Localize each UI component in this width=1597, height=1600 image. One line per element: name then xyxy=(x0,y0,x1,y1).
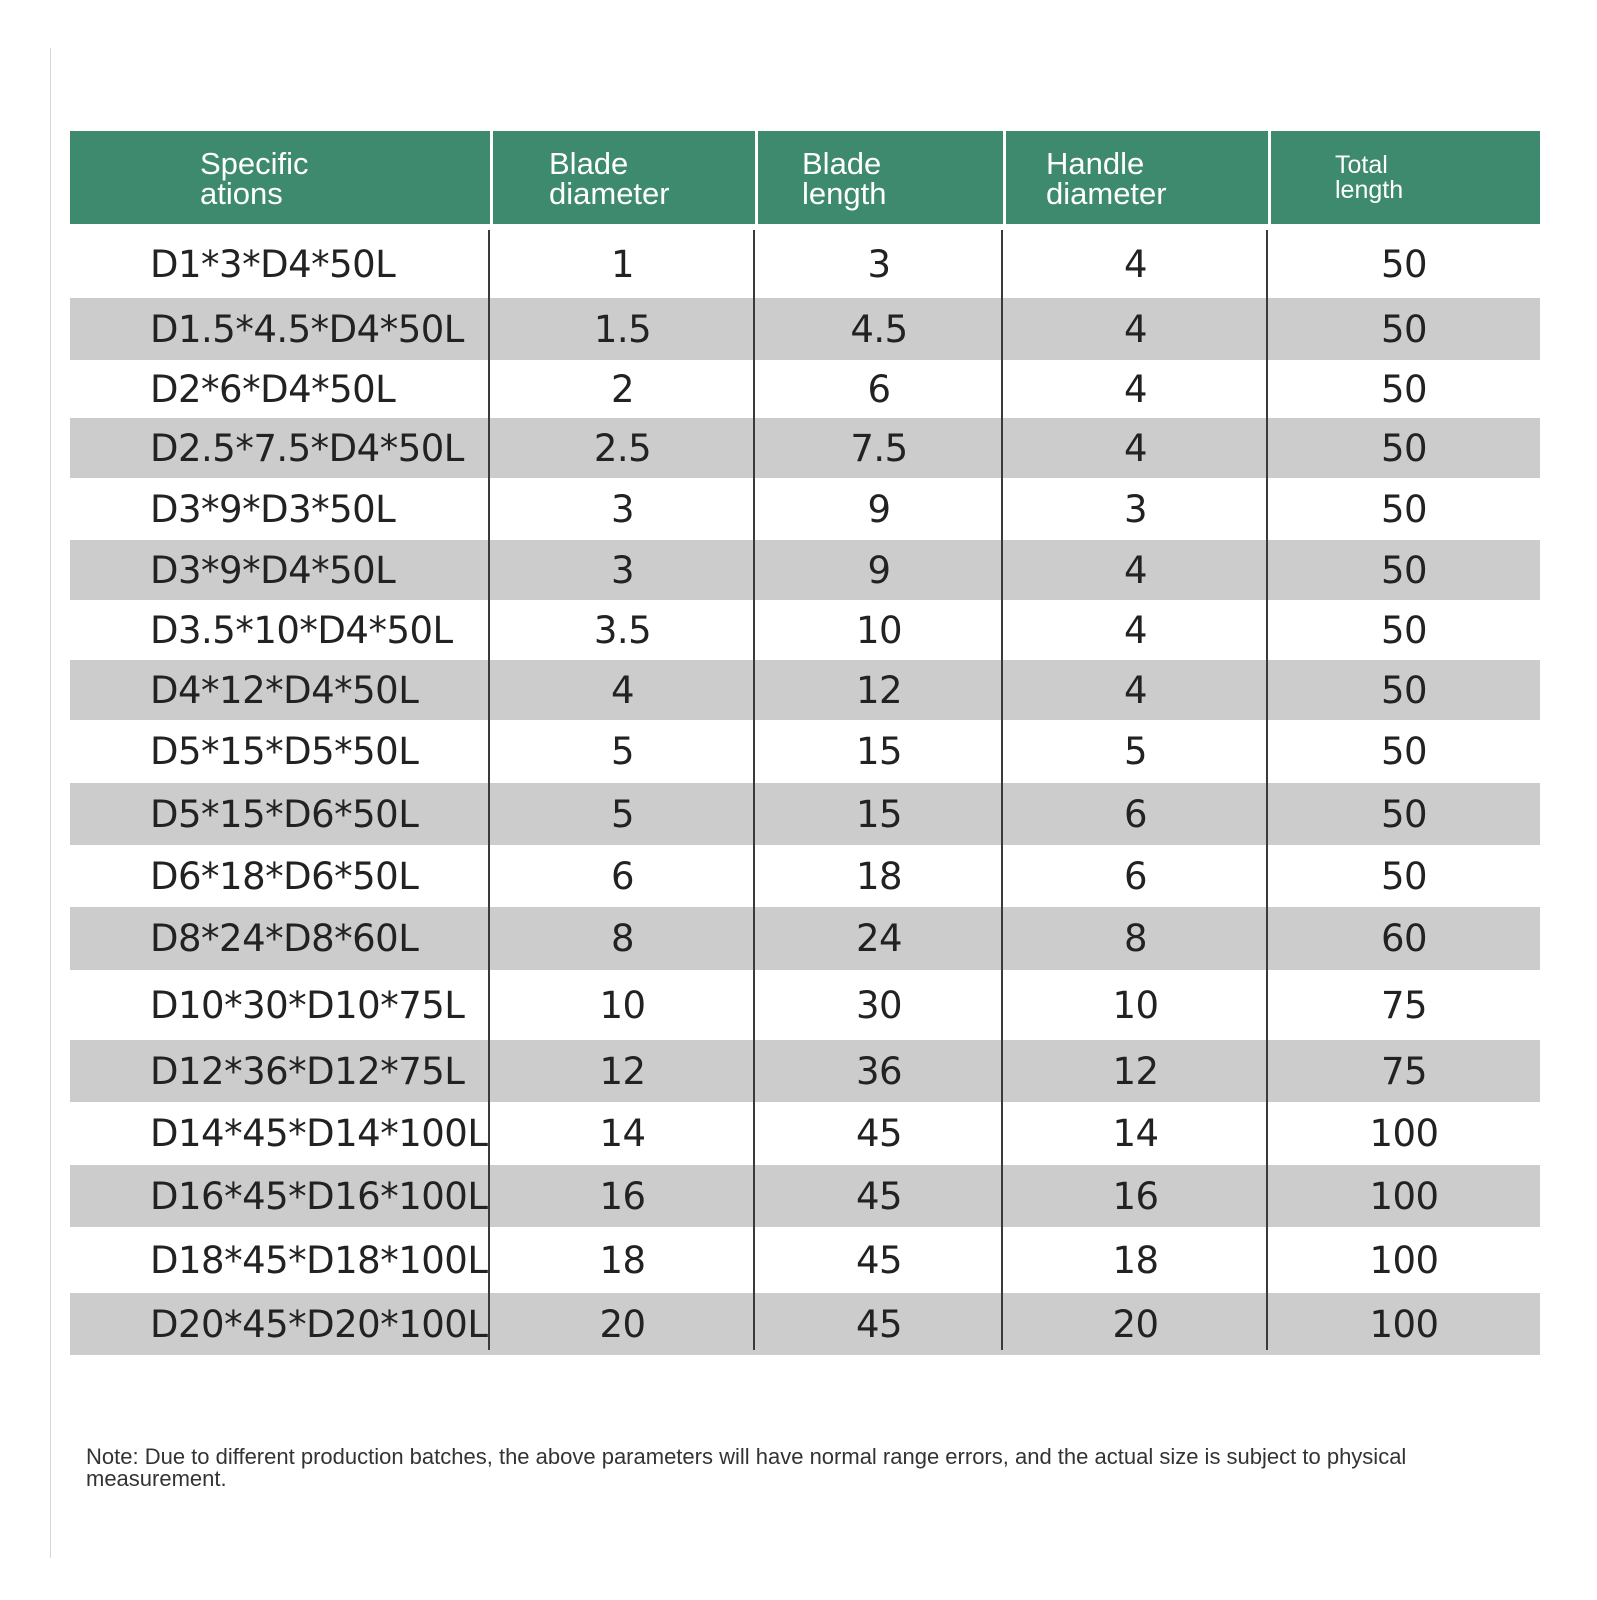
value-cell: 3 xyxy=(610,548,635,592)
value-cell: 50 xyxy=(1380,367,1428,411)
value-cell: 16 xyxy=(599,1174,646,1218)
value-cell: 7.5 xyxy=(850,426,908,470)
spec-cell: D3*9*D3*50L xyxy=(150,487,396,531)
value-cell: 50 xyxy=(1380,668,1428,712)
value-cell: 45 xyxy=(855,1112,903,1155)
value-cell: 100 xyxy=(1369,1174,1439,1218)
value-cell: 4 xyxy=(1123,367,1148,411)
value-cell: 45 xyxy=(855,1238,903,1282)
value-cell: 4 xyxy=(1123,668,1148,712)
value-cell: 1.5 xyxy=(593,307,652,351)
value-cell: 3 xyxy=(610,487,635,531)
table-header xyxy=(70,131,1540,224)
spec-cell: D6*18*D6*50L xyxy=(150,854,419,898)
column-divider xyxy=(1266,230,1268,1350)
value-cell: 4 xyxy=(1123,548,1148,592)
table-row xyxy=(70,1227,1540,1293)
table-row xyxy=(70,360,1540,418)
value-cell: 75 xyxy=(1380,1049,1428,1093)
value-cell: 18 xyxy=(1112,1238,1159,1282)
value-cell: 50 xyxy=(1380,242,1428,286)
table-row xyxy=(70,1040,1540,1102)
header-total-length: Total length xyxy=(1268,131,1540,224)
spec-table xyxy=(70,131,1540,1355)
value-cell: 10 xyxy=(1112,983,1159,1027)
value-cell: 6 xyxy=(1123,854,1148,898)
table-row xyxy=(70,1293,1540,1355)
value-cell: 45 xyxy=(855,1174,903,1218)
header-specifications: Specific ations xyxy=(200,146,309,211)
table-body xyxy=(70,230,1540,1355)
value-cell: 50 xyxy=(1380,426,1428,470)
value-cell: 9 xyxy=(867,548,891,592)
value-cell: 3 xyxy=(1123,487,1148,531)
spec-cell: D4*12*D4*50L xyxy=(150,668,419,712)
value-cell: 18 xyxy=(599,1238,646,1282)
spec-cell: D16*45*D16*100L xyxy=(150,1174,488,1218)
column-divider xyxy=(1001,230,1003,1350)
value-cell: 3.5 xyxy=(593,608,652,652)
left-border-line xyxy=(50,48,51,1558)
value-cell: 60 xyxy=(1380,917,1428,960)
value-cell: 50 xyxy=(1380,307,1428,351)
value-cell: 4.5 xyxy=(850,307,908,351)
value-cell: 100 xyxy=(1369,1112,1439,1155)
value-cell: 50 xyxy=(1380,608,1428,652)
header-blade-diameter: Blade diameter xyxy=(490,131,755,224)
spec-cell: D8*24*D8*60L xyxy=(150,917,419,960)
spec-cell: D2.5*7.5*D4*50L xyxy=(150,426,464,470)
table-row xyxy=(70,600,1540,660)
table-row xyxy=(70,478,1540,540)
value-cell: 100 xyxy=(1369,1238,1439,1282)
value-cell: 20 xyxy=(1112,1302,1159,1346)
value-cell: 15 xyxy=(855,792,903,836)
value-cell: 4 xyxy=(1123,242,1148,286)
table-row xyxy=(70,298,1540,360)
value-cell: 50 xyxy=(1380,548,1428,592)
spec-cell: D2*6*D4*50L xyxy=(150,367,396,411)
value-cell: 4 xyxy=(610,668,635,712)
value-cell: 2.5 xyxy=(593,426,652,470)
value-cell: 75 xyxy=(1380,983,1428,1027)
value-cell: 36 xyxy=(855,1049,903,1093)
spec-cell: D3*9*D4*50L xyxy=(150,548,396,592)
spec-cell: D3.5*10*D4*50L xyxy=(150,608,453,652)
spec-cell: D12*36*D12*75L xyxy=(150,1049,465,1093)
value-cell: 10 xyxy=(855,608,903,652)
spec-cell: D14*45*D14*100L xyxy=(150,1112,488,1155)
column-divider xyxy=(488,230,490,1350)
table-row xyxy=(70,230,1540,298)
value-cell: 2 xyxy=(610,367,635,411)
spec-cell: D10*30*D10*75L xyxy=(150,983,465,1027)
header-blade-length: Blade length xyxy=(755,131,1003,224)
value-cell: 5 xyxy=(1123,730,1148,773)
value-cell: 15 xyxy=(855,730,903,773)
value-cell: 50 xyxy=(1380,854,1428,898)
value-cell: 12 xyxy=(599,1049,646,1093)
value-cell: 24 xyxy=(855,917,903,960)
table-row xyxy=(70,783,1540,845)
value-cell: 12 xyxy=(1112,1049,1159,1093)
value-cell: 20 xyxy=(599,1302,646,1346)
value-cell: 16 xyxy=(1112,1174,1159,1218)
spec-cell: D1*3*D4*50L xyxy=(150,242,396,286)
value-cell: 4 xyxy=(1123,307,1148,351)
value-cell: 3 xyxy=(867,242,891,286)
table-row xyxy=(70,845,1540,907)
value-cell: 4 xyxy=(1123,608,1148,652)
spec-cell: D1.5*4.5*D4*50L xyxy=(150,307,464,351)
value-cell: 10 xyxy=(599,983,646,1027)
spec-cell: D20*45*D20*100L xyxy=(150,1302,488,1346)
value-cell: 100 xyxy=(1369,1302,1439,1346)
value-cell: 50 xyxy=(1380,487,1428,531)
value-cell: 4 xyxy=(1123,426,1148,470)
value-cell: 12 xyxy=(855,668,903,712)
value-cell: 6 xyxy=(610,854,635,898)
header-handle-diameter: Handle diameter xyxy=(1003,131,1268,224)
table-row xyxy=(70,970,1540,1040)
note-text: Note: Due to different production batches, the above parameters will have normal range errors, and the actual size is subject to physical measurement. xyxy=(86,1444,1407,1491)
value-cell: 1 xyxy=(610,242,635,286)
value-cell: 6 xyxy=(1123,792,1148,836)
value-cell: 50 xyxy=(1380,792,1428,836)
value-cell: 14 xyxy=(1112,1112,1159,1155)
value-cell: 50 xyxy=(1380,730,1428,773)
spec-cell: D5*15*D5*50L xyxy=(150,730,419,773)
value-cell: 45 xyxy=(855,1302,903,1346)
value-cell: 6 xyxy=(867,367,891,411)
table-row xyxy=(70,720,1540,783)
spec-cell: D18*45*D18*100L xyxy=(150,1238,488,1282)
spec-cell: D5*15*D6*50L xyxy=(150,792,419,836)
value-cell: 5 xyxy=(610,730,635,773)
table-row xyxy=(70,1165,1540,1227)
table-row xyxy=(70,1102,1540,1165)
table-row xyxy=(70,907,1540,970)
value-cell: 14 xyxy=(599,1112,646,1155)
table-row xyxy=(70,660,1540,720)
value-cell: 8 xyxy=(610,917,635,960)
value-cell: 30 xyxy=(855,983,903,1027)
value-cell: 18 xyxy=(855,854,903,898)
column-divider xyxy=(753,230,755,1350)
table-row xyxy=(70,418,1540,478)
value-cell: 9 xyxy=(867,487,891,531)
value-cell: 5 xyxy=(610,792,635,836)
table-row xyxy=(70,540,1540,600)
value-cell: 8 xyxy=(1123,917,1148,960)
